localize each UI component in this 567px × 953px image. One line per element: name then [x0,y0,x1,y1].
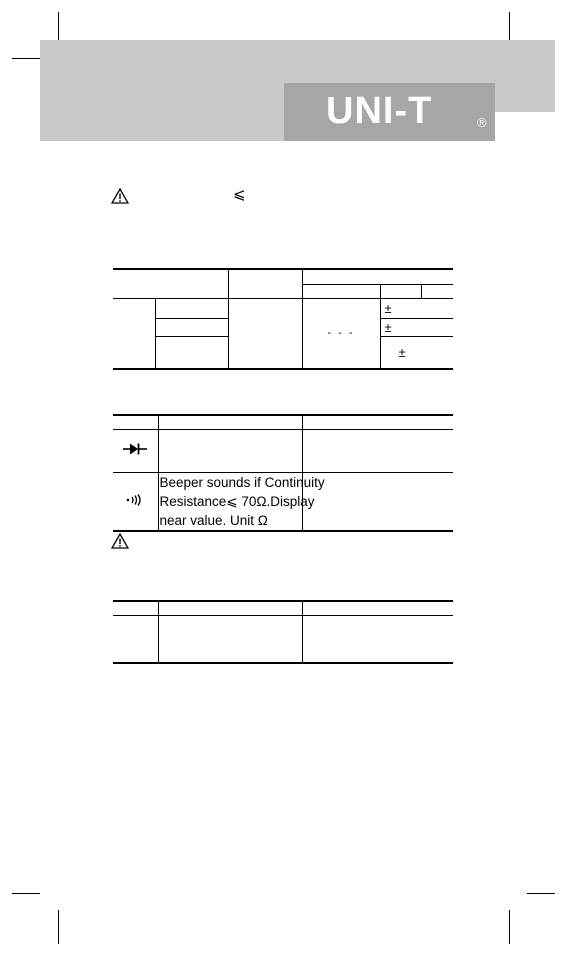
header-band-tab [40,112,284,141]
spec-value-cell [228,298,302,369]
spec-subheader-cell [380,284,421,298]
spec-accuracy-cell: ± [380,336,453,369]
spec-table [113,268,453,370]
function-note-cell [302,429,453,472]
table-row [113,472,453,531]
crop-mark [509,910,510,944]
third-header-cell [302,601,453,615]
continuity-desc-line: Beeper sounds if Continuity [159,474,325,490]
spec-subheader-cell [302,284,380,298]
third-header-cell [113,601,158,615]
spec-range-cell [155,318,228,336]
beeper-sound-icon [113,472,158,531]
crop-mark [12,893,40,894]
function-header-cell [158,415,302,429]
spec-header-cell [228,269,302,298]
warning-triangle-icon [111,533,129,549]
crop-mark [12,58,40,59]
crop-mark [527,893,555,894]
spec-dash-cell: - - - [302,298,380,369]
third-body-cell [113,615,158,663]
spec-subheader-cell [421,284,453,298]
continuity-desc-line: near value. Unit Ω [159,512,268,528]
third-header-cell [158,601,302,615]
table-row [113,615,453,663]
less-equal-symbol: ⩽ [233,186,246,203]
function-header-cell [302,415,453,429]
function-header-cell [113,415,158,429]
brand-logo: UNI-T [326,90,433,132]
crop-mark [58,910,59,944]
third-table [113,600,453,664]
spec-accuracy-cell: ± [380,318,453,336]
spec-accuracy-cell: ± [380,298,453,318]
table-row [113,429,453,472]
registered-mark: ® [477,115,487,130]
diode-symbol-icon [113,429,158,472]
spec-header-cell [302,269,453,284]
spec-header-cell [113,269,228,298]
function-desc-cell [158,429,302,472]
third-body-cell [302,615,453,663]
warning-triangle-icon [111,188,129,204]
third-body-cell [158,615,302,663]
continuity-description [158,472,325,531]
spec-group-cell [113,298,155,369]
spec-range-cell [155,298,228,318]
continuity-desc-line: Resistance⩽ 70Ω.Display [159,493,315,509]
spec-range-cell [155,336,228,369]
function-table [113,414,453,532]
